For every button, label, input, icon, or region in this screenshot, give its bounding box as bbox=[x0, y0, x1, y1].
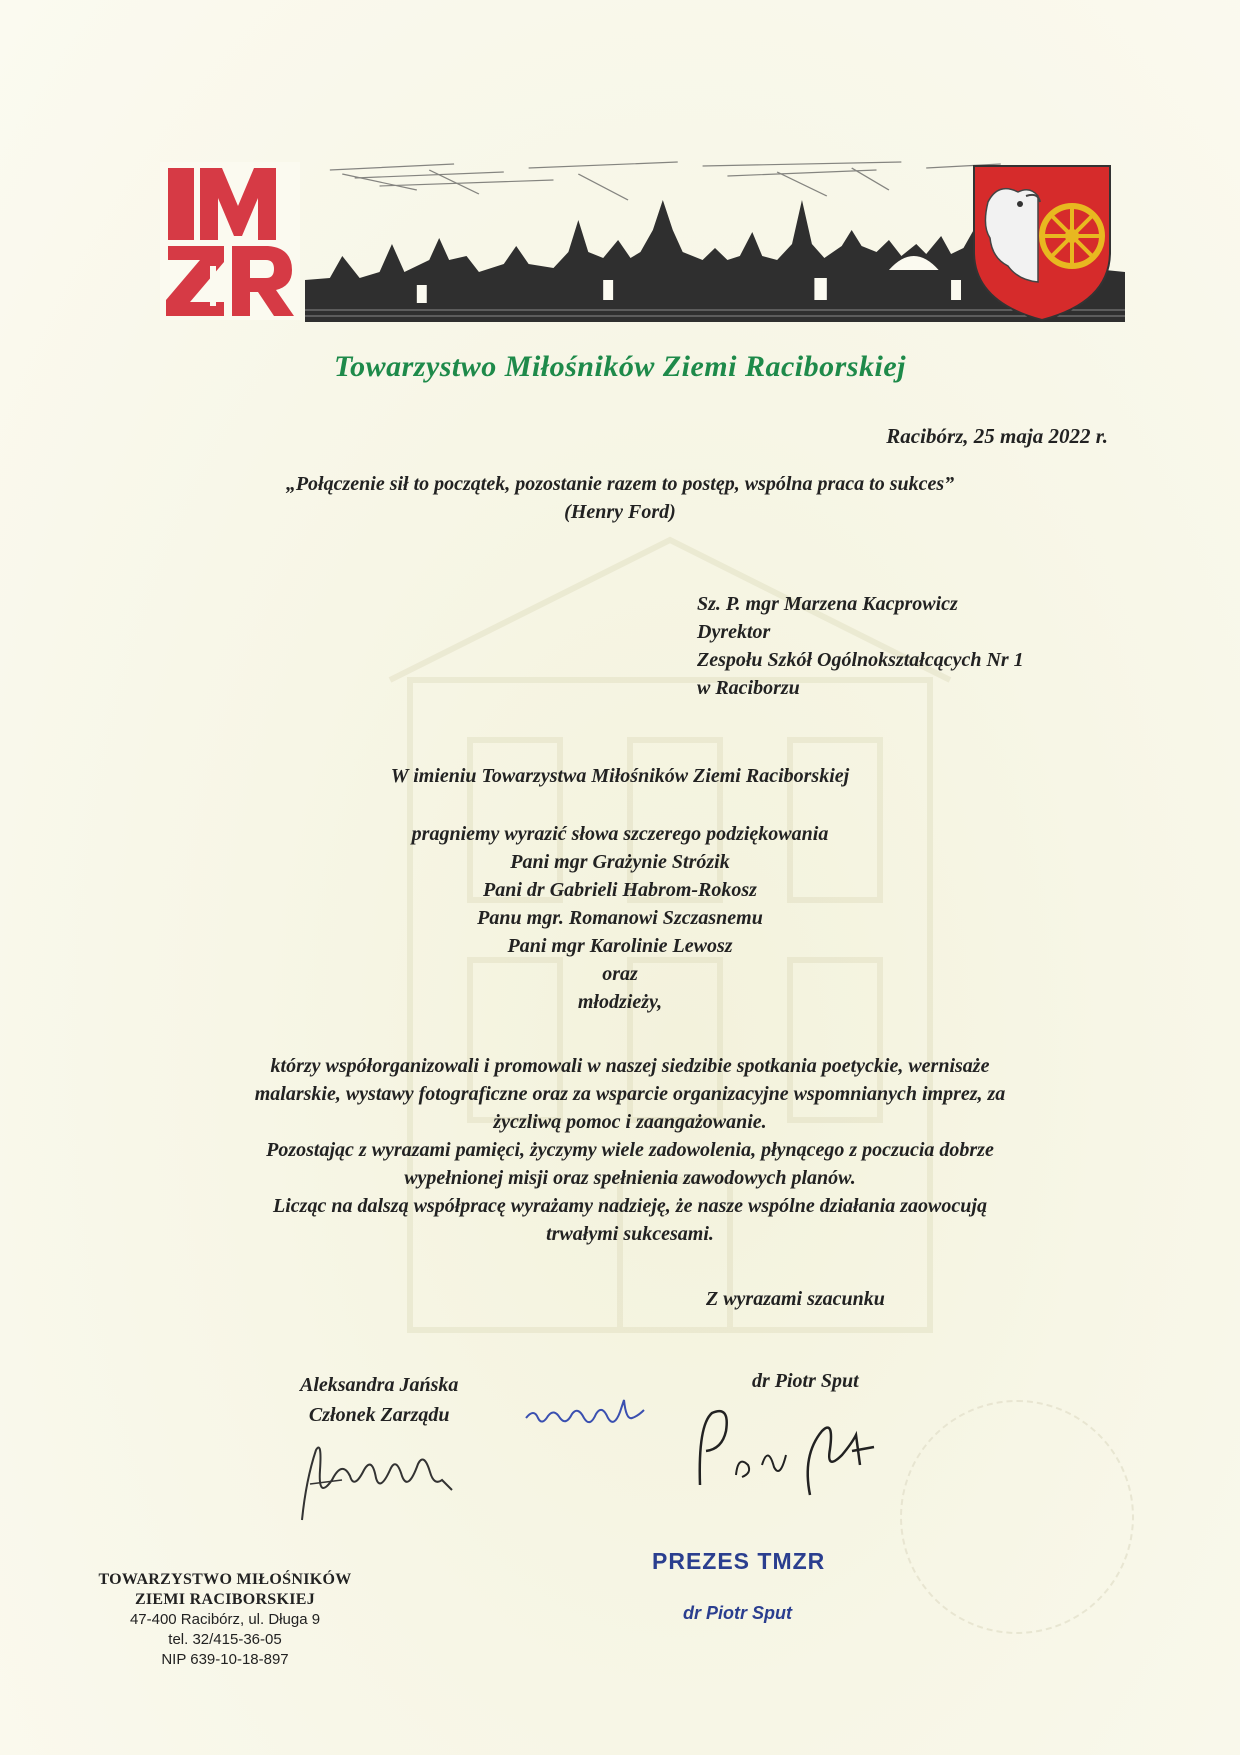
president-stamp-title: PREZES TMZR bbox=[652, 1548, 826, 1574]
recipient-line: Sz. P. mgr Marzena Kacprowicz bbox=[697, 593, 958, 615]
thanks-line: oraz bbox=[602, 963, 638, 985]
recipient-address bbox=[697, 590, 1024, 702]
closing-line: Pozostając z wyrazami pamięci, życzymy wiele zadowolenia, płynącego z poczucia dobrze bbox=[266, 1139, 994, 1161]
recipient-line: w Raciborzu bbox=[697, 677, 800, 699]
thanks-line: młodzieży, bbox=[577, 991, 663, 1013]
address-line: ZIEMI RACIBORSKIEJ bbox=[134, 1591, 316, 1608]
closing-line: Licząc na dalszą współpracę wyrażamy nadzieję, że nasze wspólne działania zaowocują bbox=[273, 1195, 987, 1217]
coat-of-arms bbox=[968, 162, 1116, 322]
thanks-line: Panu mgr. Romanowi Szczasnemu bbox=[477, 907, 763, 929]
address-line: 47-400 Racibórz, ul. Długa 9 bbox=[129, 1611, 321, 1628]
quote-block bbox=[0, 470, 1240, 526]
closing-line: trwałymi sukcesami. bbox=[546, 1223, 714, 1245]
thanks-line: pragniemy wyrazić słowa szczerego podziękowania bbox=[411, 823, 829, 845]
society-address-stamp bbox=[80, 1570, 370, 1670]
closing-line: wypełnionej misji oraz spełnienia zawodowych planów. bbox=[404, 1167, 856, 1189]
regards-line: Z wyrazami szacunku bbox=[706, 1288, 885, 1310]
thanks-line: Pani mgr Karolinie Lewosz bbox=[507, 935, 733, 957]
recipient-line: Dyrektor bbox=[697, 621, 771, 643]
thanks-line: Pani dr Gabrieli Habrom-Rokosz bbox=[483, 879, 757, 901]
address-line: TOWARZYSTWO MIŁOŚNIKÓW bbox=[98, 1571, 352, 1588]
right-handwritten-signature bbox=[690, 1395, 890, 1505]
closing-line: malarskie, wystawy fotograficzne oraz za wsparcie organizacyjne wspomnianych imprez, za bbox=[254, 1083, 1006, 1105]
letterhead bbox=[160, 160, 1115, 325]
thanks-line: Pani mgr Grażynie Strózik bbox=[510, 851, 730, 873]
intro-line: W imieniu Towarzystwa Miłośników Ziemi Raciborskiej bbox=[390, 765, 850, 787]
embossed-seal-watermark bbox=[900, 1400, 1134, 1634]
society-title: Towarzystwo Miłośników Ziemi Raciborskiej bbox=[334, 350, 906, 383]
president-stamp-name: dr Piotr Sput bbox=[683, 1603, 792, 1623]
thanks-block bbox=[0, 820, 1240, 1016]
left-signatory-role: Członek Zarządu bbox=[308, 1404, 450, 1426]
right-signatory-name: dr Piotr Sput bbox=[752, 1370, 859, 1392]
address-line: tel. 32/415-36-05 bbox=[168, 1631, 282, 1648]
recipient-line: Zespołu Szkół Ogólnokształcących Nr 1 bbox=[697, 649, 1024, 671]
letter-date: Racibórz, 25 maja 2022 r. bbox=[886, 424, 1108, 448]
closing-line: życzliwą pomoc i zaangażowanie. bbox=[493, 1111, 767, 1133]
handwritten-note bbox=[520, 1388, 650, 1438]
left-handwritten-signature bbox=[292, 1420, 462, 1530]
tmzr-logo bbox=[160, 162, 300, 320]
address-line: NIP 639-10-18-897 bbox=[161, 1651, 289, 1668]
closing-line: którzy współorganizowali i promowali w naszej siedzibie spotkania poetyckie, wernisaże bbox=[270, 1055, 990, 1077]
closing-paragraph bbox=[155, 1052, 1105, 1248]
left-signatory-name: Aleksandra Jańska bbox=[300, 1374, 459, 1396]
quote-author: (Henry Ford) bbox=[564, 501, 676, 523]
quote-text: „Połączenie sił to początek, pozostanie razem to postęp, wspólna praca to sukces” bbox=[285, 473, 955, 495]
